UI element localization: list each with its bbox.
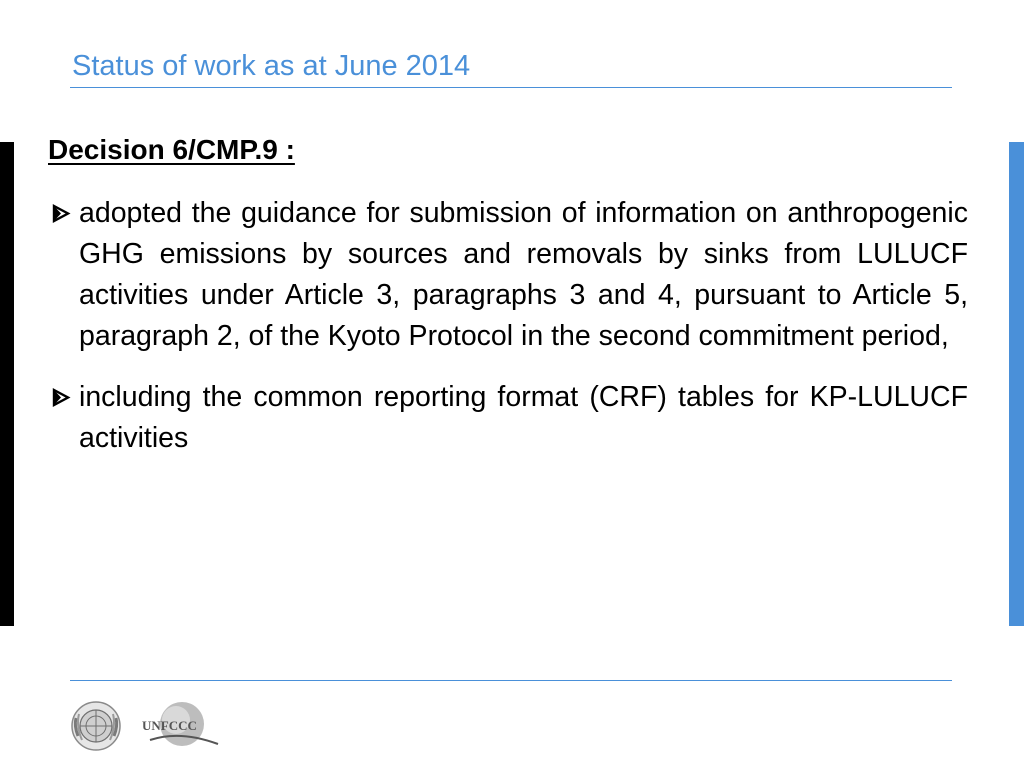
title-divider	[70, 87, 952, 88]
bullet-text: including the common reporting format (CRF) tables for KP-LULUCF activities	[79, 381, 968, 454]
arrow-bullet-icon	[48, 193, 74, 234]
footer-logos	[70, 700, 240, 752]
bullet-text: adopted the guidance for submission of information on anthropogenic GHG emissions by sources and removals by sinks from LULUCF activities under Article 3, paragraphs 3 and 4, pursuant to Article 5, paragraph 2, of the Kyoto Protocol in the second commitment period,	[79, 197, 968, 352]
unfccc-wordmark: UNFCCC	[142, 718, 197, 733]
un-emblem-icon	[72, 702, 120, 750]
unfccc-logo-icon	[142, 702, 218, 746]
bullet-list	[48, 193, 968, 479]
bullet-item	[48, 193, 968, 357]
right-accent-bar	[1009, 142, 1024, 626]
arrow-bullet-icon	[48, 377, 74, 418]
slide-title: Status of work as at June 2014	[72, 50, 471, 82]
footer-divider	[70, 680, 952, 681]
left-accent-bar	[0, 142, 14, 626]
decision-heading: Decision 6/CMP.9 :	[48, 134, 295, 165]
bullet-item	[48, 377, 968, 459]
